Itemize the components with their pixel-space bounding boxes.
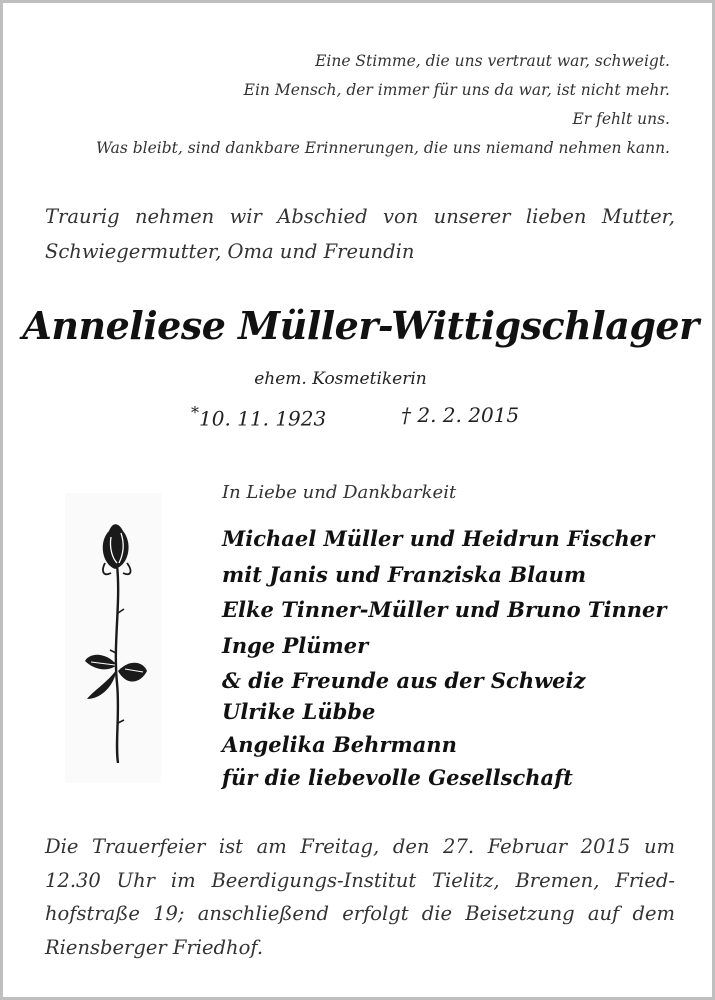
mourners-heading: In Liebe und Dankbarkeit bbox=[222, 482, 457, 503]
funeral-details bbox=[45, 830, 675, 964]
funeral-line: Die Trauerfeier ist am Freitag, den 27. Februar 2015 um bbox=[45, 835, 675, 858]
companions-list bbox=[222, 695, 573, 794]
death-date bbox=[401, 403, 519, 427]
intro-line: Traurig nehmen wir Abschied von unserer lieben Mutter, bbox=[45, 205, 675, 228]
birth-date-value: 10. 11. 1923 bbox=[199, 406, 327, 431]
list-item: Inge Plümer bbox=[222, 632, 369, 658]
poem-line: Ein Mensch, der immer für uns da war, ist nicht mehr. bbox=[243, 81, 670, 99]
list-item: & die Freunde aus der Schweiz bbox=[222, 668, 586, 693]
poem-line: Was bleibt, sind dankbare Erinnerungen, die uns niemand nehmen kann. bbox=[96, 139, 670, 157]
memorial-poem bbox=[30, 47, 670, 163]
birth-symbol: * bbox=[191, 403, 199, 422]
list-item: Michael Müller und Heidrun Fischer bbox=[222, 526, 655, 551]
death-symbol: † bbox=[401, 403, 411, 427]
deceased-name: Anneliese Müller-Wittigschlager bbox=[22, 303, 699, 348]
poem-line: Er fehlt uns. bbox=[572, 110, 670, 128]
list-item: Elke Tinner-Müller und Bruno Tinner bbox=[222, 597, 667, 622]
funeral-line: hofstraße 19; anschließend erfolgt die Beisetzung auf dem bbox=[45, 902, 675, 925]
poem-line: Eine Stimme, die uns vertraut war, schweigt. bbox=[315, 52, 670, 70]
deceased-profession: ehem. Kosmetikerin bbox=[254, 369, 427, 389]
list-item: für die liebevolle Gesellschaft bbox=[222, 765, 573, 790]
rose-icon bbox=[65, 493, 161, 783]
list-item: mit Janis und Franziska Blaum bbox=[222, 561, 587, 587]
list-item: Ulrike Lübbe bbox=[222, 699, 376, 724]
list-item: Angelika Behrmann bbox=[222, 732, 457, 757]
intro-line: Schwiegermutter, Oma und Freundin bbox=[45, 240, 415, 263]
death-date-value: 2. 2. 2015 bbox=[417, 403, 520, 427]
funeral-line: 12.30 Uhr im Beerdigungs-Institut Tielitz, Bremen, Fried- bbox=[45, 868, 675, 892]
funeral-line: Riensberger Friedhof. bbox=[45, 935, 264, 959]
birth-date bbox=[191, 403, 326, 431]
farewell-intro bbox=[45, 199, 675, 269]
family-list bbox=[222, 521, 666, 699]
